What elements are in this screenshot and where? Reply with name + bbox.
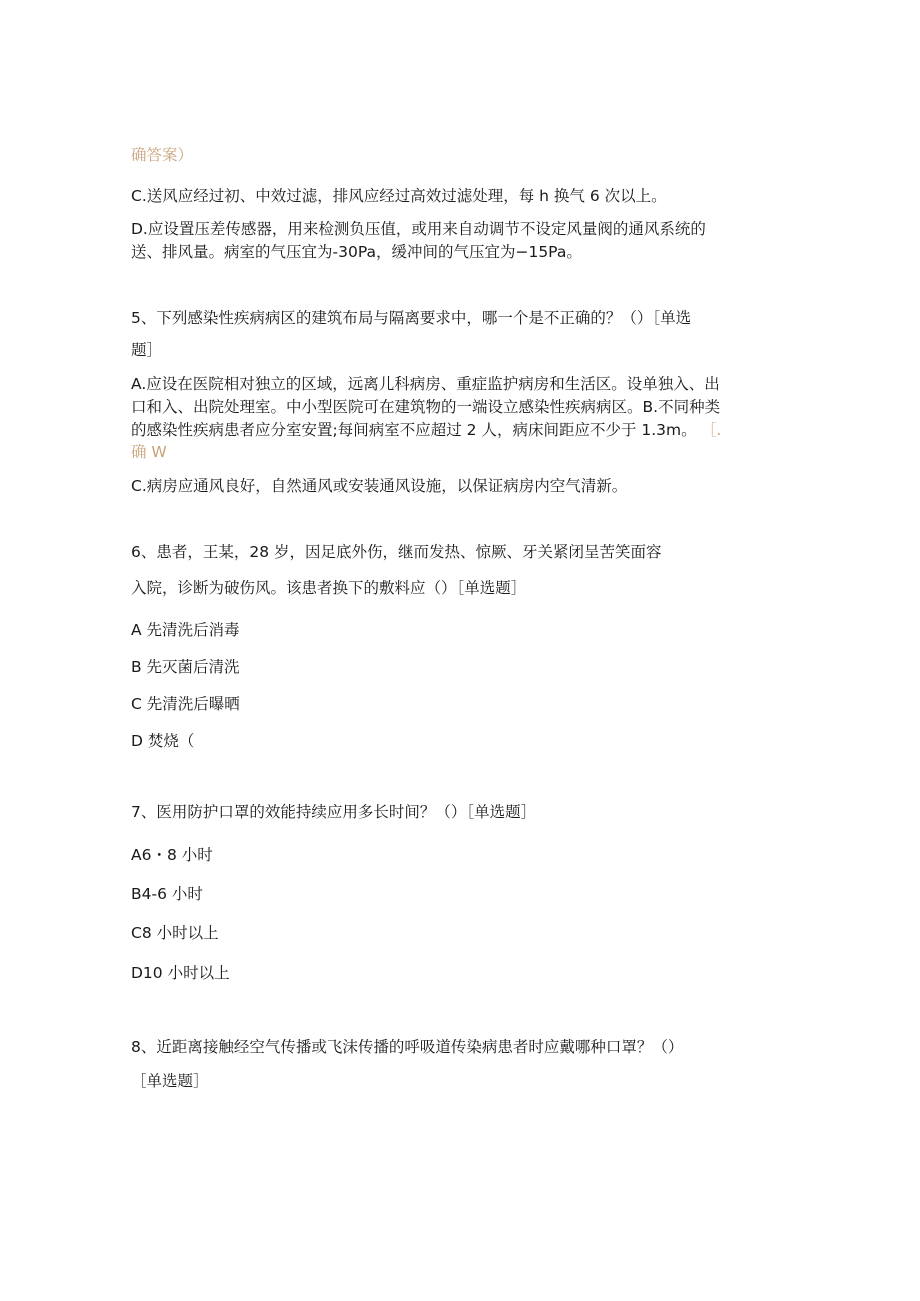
q7-option-d: D10 小时以上: [131, 964, 230, 982]
q7-option-b: B4-6 小时: [131, 885, 203, 903]
q8-question-line1: 8、近距离接触经空气传播或飞沫传播的呼吸道传染病患者时应戴哪种口罩？（）: [131, 1038, 684, 1056]
q4-option-d-line2: 送、排风量。病室的气压宜为-30Pa，缓冲间的气压宜为−15Pa。: [131, 243, 582, 261]
q7-option-a: A6・8 小时: [131, 846, 213, 864]
q6-option-d: D 焚烧（: [131, 732, 195, 750]
q5-option-ab-line3: [131, 419, 721, 441]
q4-answer-tail: 确答案）: [131, 146, 194, 164]
q6-question-line2: 入院，诊断为破伤风。该患者换下的敷料应（）［单选题］: [131, 579, 527, 597]
q6-option-b: B 先灭菌后清洗: [131, 658, 240, 676]
q7-option-c: C8 小时以上: [131, 924, 219, 942]
q6-option-a: A 先清洗后消毒: [131, 621, 240, 639]
q6-option-c: C 先清洗后曝晒: [131, 695, 240, 713]
q4-option-c: C.送风应经过初、中效过滤，排风应经过高效过滤处理，每 h 换气 6 次以上。: [131, 187, 667, 205]
q8-question-line2: ［单选题］: [131, 1072, 209, 1090]
q5-option-ab-line3-text: 的感染性疾病患者应分室安置;每间病室不应超过 2 人，病床间距应不少于 1.3m。: [131, 421, 697, 439]
q5-option-c: C.病房应通风良好，自然通风或安装通风设施，以保证病房内空气清新。: [131, 477, 628, 495]
q7-question: 7、医用防护口罩的效能持续应用多长时间？（）［单选题］: [131, 803, 537, 821]
q4-option-d-line1: D.应设置压差传感器，用来检测负压值，或用来自动调节不设定风量阀的通风系统的: [131, 220, 706, 238]
q5-option-ab-line1: A.应设在医院相对独立的区域，远离儿科病房、重症监护病房和生活区。设单独入、出: [131, 375, 720, 393]
q5-question-line2: 题］: [131, 341, 163, 359]
q5-question-line1: 5、下列感染性疾病病区的建筑布局与隔离要求中，哪一个是不正确的？（）［单选: [131, 309, 692, 327]
q5-option-ab-line2: 口和入、出院处理室。中小型医院可在建筑物的一端设立感染性疾病病区。B.不同种类: [131, 398, 721, 416]
q6-question-line1: 6、患者，王某，28 岁，因足底外伤，继而发热、惊厥、牙关紧闭呈苦笑面容: [131, 543, 662, 561]
q5-answer-mark: ［.: [708, 421, 722, 439]
q5-answer-mark-2: 确 W: [131, 443, 167, 461]
